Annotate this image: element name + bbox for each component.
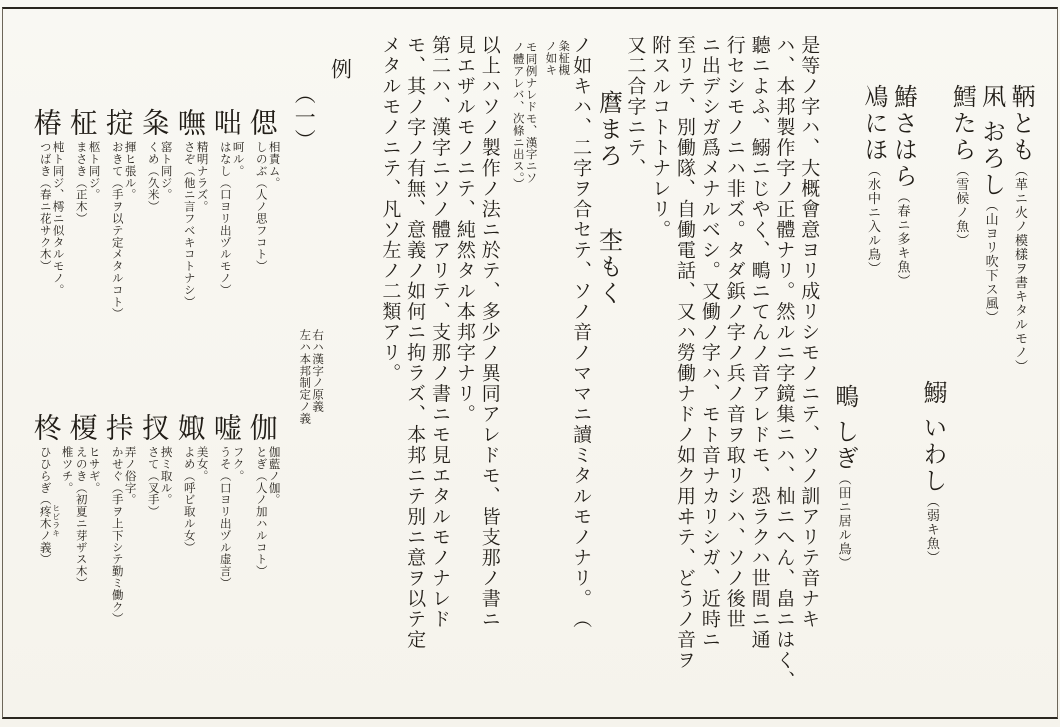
kanji-entry-bottom [245,413,280,686]
text-line: ハ、本邦製作字ノ正體ナリ。然ルニ字鏡集ニハ、杣ニへん、畠ニはく、 [773,35,795,691]
text-line: 是等ノ字ハ、大概會意ヨリ成リシモノニテ、ソノ訓アリテ音ナキ [798,35,820,630]
entry-kanji: 粂 [137,108,169,136]
text-line: 又二合字ニテ、 [624,35,646,179]
gloss-term: 鴫 しぎ [830,384,857,472]
text-column [378,28,400,708]
entry-kanji: 娵 [173,413,205,441]
subsection-number: ︵一︶ [292,83,317,152]
text-column-with-note [540,28,592,708]
page-columns [12,28,1036,701]
gloss-entry [830,28,856,727]
entry-annotation [218,446,244,686]
kanji-entry-bottom [29,413,73,686]
kanji-entry-top [65,108,100,409]
entry-annotation [254,446,280,686]
digraph-example: 麿まろ [594,90,621,170]
gloss-definition: ︵春ニ多キ魚︶ [895,190,911,288]
entry-annotation [110,446,136,686]
kanji-entry-column [29,28,73,701]
entry-japanese-meaning: よめ︵呼ビ取ル女︶ [182,446,195,554]
entry-kanji: 扠 [137,413,169,441]
kanji-entry-column [245,28,279,701]
gloss-entry [977,28,1003,727]
kanji-entry-column [173,28,207,701]
entry-annotation [182,446,208,686]
entry-kanji: 椿 [29,108,61,136]
gloss-definition: ︵水中ニ入ル鳥︶ [866,163,882,276]
entry-chinese-meaning: 美女。 [195,446,208,482]
entry-japanese-meaning: まさき︵正木︶ [74,141,87,225]
kanji-entry-column [101,28,135,701]
entry-kanji: 咄 [209,108,241,136]
note-line-left: ノ體アレバ、次條ニ出ス。︶ [511,41,524,190]
entry-japanese-meaning: しのぶ︵人ノ思フコト︶ [254,141,267,272]
entry-japanese-meaning: つばき︵春ニ花サク木︶ [38,141,51,272]
inline-parenthetical-note [544,40,570,118]
entry-japanese-meaning: かせぐ︵手ヲ上下シテ勤ミ働ク︶ [110,446,123,625]
text-line: メタルモノニテ、凡ソ左ノ二類アリ。 [379,35,401,384]
kanji-entry-top [209,108,244,409]
kanji-entry-bottom [209,413,244,686]
entry-chinese-meaning: 精明ナラズ。 [195,141,208,213]
entry-annotation [110,141,136,409]
entry-japanese-meaning: うそ︵口ヨリ出ヅル虚言︶ [218,446,231,589]
entry-japanese-meaning: とぎ︵人ノ加ハルコト︶ [254,446,267,577]
text-column [428,28,450,708]
text-line: 行セシモノニハ非ズ。タダ鋲ノ字ノ兵ノ音ヲ取リシハ、ソノ後世 [723,35,745,630]
gloss-entry [1007,28,1033,727]
kanji-entry-column [137,28,171,701]
entry-japanese-meaning: はなし︵口ヨリ出ヅルモノ︶ [218,141,231,296]
text-line: ニ出デシガ爲メナルベシ。又働ノ字ハ、モト音ナカリシガ、近時ニ [698,35,720,650]
entry-annotation [74,141,100,409]
text-column [748,28,770,708]
entry-kanji: 嘸 [173,108,205,136]
entry-annotation [218,141,244,409]
note-examples-tail: ノ如キ [544,40,557,76]
kanji-entry-top [29,108,64,409]
gloss-definition: ︵弱キ魚︶ [924,494,940,565]
kanji-entry-top [137,108,172,409]
kanji-entry-bottom [101,413,136,686]
text-column [773,28,795,708]
gloss-entry [948,28,974,727]
entry-kanji: 掟 [101,108,133,136]
kanji-entry-top [245,108,280,409]
entry-annotation [38,446,73,686]
entry-annotation [146,141,172,409]
digraph-example: 杢もく [594,227,621,307]
text-line: 以上ハソノ製作ノ法ニ於テ、多少ノ異同アレドモ、皆支那ノ書ニ [478,35,500,630]
entry-annotation [254,141,280,409]
section-label-ichi [290,28,323,727]
parenthetical-note [511,41,537,213]
text-line: 聽ニよふ、鰯ニじやく、鴫ニてんノ音アレドモ、恐ラクハ世間ニ通 [748,35,770,650]
legend-right: 右ハ漢字ノ原義 [311,329,324,413]
entry-kanji: 榎 [65,413,97,441]
gloss-entry [918,28,944,727]
entry-kanji: 伽 [245,413,277,441]
entry-chinese-meaning: ヒサギ。 [87,446,100,494]
text-column [797,28,819,708]
digraph-examples-column [594,28,620,727]
text-line: モ、其ノ字ノ有無、意義ノ如何ニ拘ラズ、本邦ニテ別ニ意ヲ以テ定 [404,35,426,650]
text-line: 附スルコトトナレリ。 [649,35,671,240]
text-line: 見エザルモノニテ、純然タル本邦字ナリ。 [453,35,475,425]
gloss-definition: ︵革ニ火ノ模樣ヲ書キタルモノ︶ [1013,163,1028,374]
kanji-entry-bottom [137,413,172,686]
text-column [453,28,475,708]
entry-chinese-meaning: 弄ノ俗字。 [123,446,136,506]
gloss-definition: ︵田ニ居ル鳥︶ [836,472,852,570]
text-line: 第二ハ、漢字ニソノ體アリテ、支那ノ書ニモ見エタルモノナレド [429,35,450,630]
section-label-text: 例 [328,58,353,81]
entry-japanese-meaning: ひひらぎ︵疼木ノ義︶ [38,446,51,565]
vertical-gap [607,170,608,228]
gloss-term: 鰆さはら [889,84,916,190]
text-column [478,28,500,708]
entry-japanese-meaning: おきて︵手ヲ以テ定メタルコト︶ [110,141,123,320]
entry-furigana: ヒビラキ [51,504,61,538]
entry-chinese-meaning: 椎ツチ。 [60,446,73,494]
entry-japanese-meaning: くめ︵久米︶ [146,141,159,213]
entry-chinese-meaning: 柩ト同ジ。 [87,141,100,201]
section-label-rei [326,28,353,727]
text-column [624,28,646,708]
gloss-entry [889,28,915,727]
vertical-gap [304,152,305,324]
gloss-definition: ︵山ヨリ吹下ス風︶ [983,198,999,325]
entry-kanji: 嘘 [209,413,241,441]
text-column [698,28,720,708]
entry-chinese-meaning: 揮ヒ張ル。 [123,141,136,201]
entry-annotation [74,446,100,686]
entry-chinese-meaning: 伽藍ノ伽。 [267,446,280,506]
entry-kanji: 挊 [101,413,133,441]
entry-chinese-meaning: 窰ト同ジ。 [159,141,172,201]
entry-japanese-meaning: えのき︵初夏ニ芽ザス木︶ [74,446,87,589]
text-column [403,28,425,708]
entry-japanese-meaning: さぞ︵他ニ言フベキコトナシ︶ [182,141,195,308]
gloss-entry [860,28,886,727]
text-column [673,28,695,708]
entry-chinese-meaning: 呵ル。 [231,141,244,177]
legend-note [297,329,323,437]
gloss-term: 凩 おろし [977,84,1004,199]
legend-left: 左ハ本邦制定ノ義 [298,329,311,425]
kanji-entry-bottom [173,413,208,686]
entry-chinese-meaning: フク。 [231,446,244,482]
note-line-right: モ同例ナレドモ、漢字ニソ [524,41,537,184]
text-column [648,28,670,708]
gloss-term: 鱈たら [948,84,975,164]
entry-chinese-meaning: 相責ム。 [267,141,280,189]
entry-japanese-meaning: さて︵叉手︶ [146,446,159,518]
entry-chinese-meaning: 挾ミ取ル。 [159,446,172,506]
parenthetical-note-column [509,28,537,709]
gloss-term: 鞆とも [1007,84,1033,164]
entry-annotation [146,446,172,686]
entry-chinese-meaning: 杶ト同ジ、樗ニ似タルモノ。 [51,141,64,296]
entry-kanji: 柊 [29,413,61,441]
text-column [723,28,745,708]
gloss-term: 鳰にほ [860,84,887,164]
entry-kanji: 偲 [245,108,277,136]
entry-annotation [38,141,64,409]
text-line: 至リテ、別働隊、自働電話、又ハ勞働ナドノ如ク用ヰテ、どうノ音ヲ [674,35,696,671]
kanji-entry-top [101,108,136,409]
entry-annotation [182,141,208,409]
text-line: ノ如キハ、二字ヲ合セテ、ソノ音ノママニ讀ミタルモノナリ。︵ [570,35,592,630]
kanji-entry-column [209,28,243,701]
gloss-term: 鰯 いわし [918,380,945,495]
kanji-entry-top [173,108,208,409]
note-examples: 粂柾槻 [557,40,570,76]
entry-kanji: 柾 [65,108,97,136]
gloss-definition: ︵雪候ノ魚︶ [954,163,970,248]
